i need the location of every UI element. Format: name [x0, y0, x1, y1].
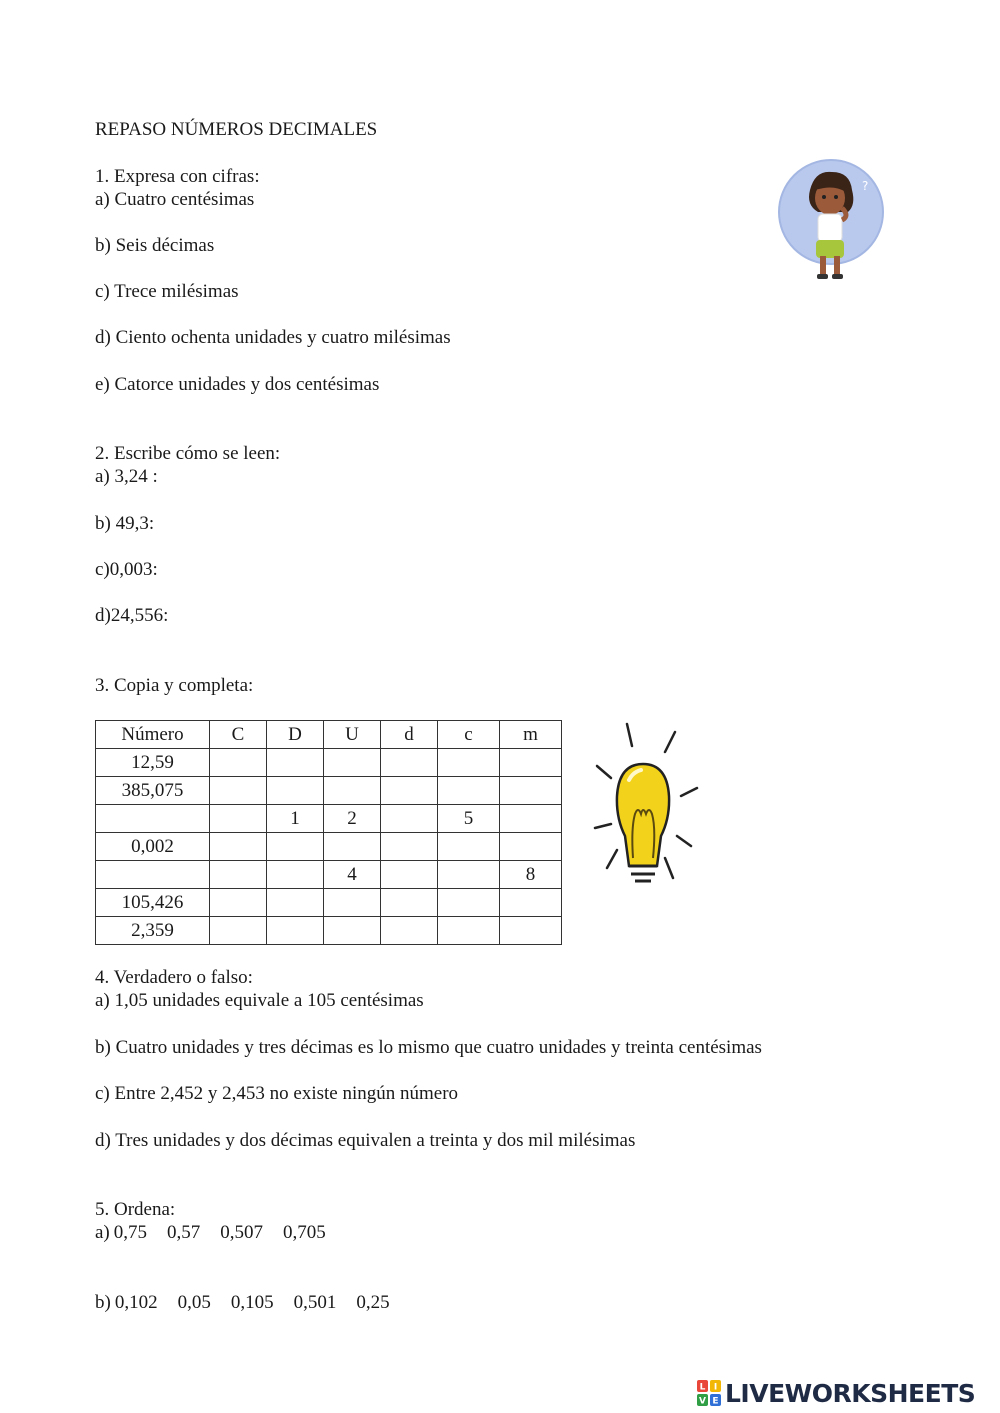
table-header: U — [324, 721, 381, 749]
question-1-heading: 1. Expresa con cifras: — [95, 166, 260, 187]
table-cell[interactable] — [381, 749, 438, 777]
table-cell[interactable] — [210, 805, 267, 833]
number-value: 0,102 — [114, 1292, 158, 1313]
number-value: 0,501 — [293, 1292, 337, 1313]
table-row — [96, 917, 562, 945]
question-2-item: b) 49,3: — [95, 513, 155, 534]
question-1-item: c) Trece milésimas — [95, 281, 239, 302]
liveworksheets-logo[interactable] — [697, 1378, 975, 1408]
table-cell[interactable] — [500, 749, 562, 777]
item-label: b) — [95, 1292, 111, 1313]
logo-mark-letter: V — [699, 1396, 706, 1406]
question-1-item: d) Ciento ochenta unidades y cuatro milésimas — [95, 327, 451, 348]
question-4-item: b) Cuatro unidades y tres décimas es lo mismo que cuatro unidades y treinta centésimas — [95, 1037, 762, 1058]
table-cell[interactable] — [500, 889, 562, 917]
table-cell[interactable] — [267, 917, 324, 945]
table-header: d — [381, 721, 438, 749]
table-cell[interactable] — [210, 889, 267, 917]
table-cell[interactable] — [438, 861, 500, 889]
question-2-item: c)0,003: — [95, 559, 158, 580]
logo-mark-icon — [697, 1380, 721, 1406]
table-row — [96, 777, 562, 805]
table-cell[interactable] — [381, 833, 438, 861]
question-5-item-b — [95, 1292, 410, 1314]
table-cell[interactable] — [324, 749, 381, 777]
table-cell: 12,59 — [96, 749, 210, 777]
place-value-table — [95, 720, 562, 945]
table-header-row — [96, 721, 562, 749]
table-cell[interactable] — [438, 833, 500, 861]
table-cell: 4 — [324, 861, 381, 889]
table-cell[interactable] — [96, 805, 210, 833]
table-cell: 2 — [324, 805, 381, 833]
number-value: 0,507 — [220, 1222, 264, 1243]
question-5-heading: 5. Ordena: — [95, 1199, 176, 1220]
thinking-child-image — [770, 150, 892, 285]
question-2-item: a) 3,24 : — [95, 466, 158, 487]
table-row — [96, 749, 562, 777]
question-5-item-a — [95, 1222, 346, 1244]
question-4-item: d) Tres unidades y dos décimas equivalen a treinta y dos mil milésimas — [95, 1130, 636, 1151]
table-row — [96, 833, 562, 861]
table-cell[interactable] — [210, 833, 267, 861]
table-cell[interactable] — [324, 917, 381, 945]
table-cell[interactable] — [210, 777, 267, 805]
table-cell[interactable] — [210, 861, 267, 889]
table-row — [96, 861, 562, 889]
question-1-item: e) Catorce unidades y dos centésimas — [95, 374, 380, 395]
number-value: 0,25 — [356, 1292, 390, 1313]
table-cell[interactable] — [381, 777, 438, 805]
logo-mark-letter: L — [699, 1382, 706, 1393]
table-header: C — [210, 721, 267, 749]
question-2-heading: 2. Escribe cómo se leen: — [95, 443, 281, 464]
table-cell[interactable] — [324, 833, 381, 861]
table-cell[interactable] — [500, 805, 562, 833]
table-cell[interactable] — [438, 749, 500, 777]
table-row — [96, 889, 562, 917]
number-value: 0,105 — [230, 1292, 274, 1313]
question-4-item: c) Entre 2,452 y 2,453 no existe ningún número — [95, 1083, 459, 1104]
table-cell[interactable] — [438, 917, 500, 945]
table-cell[interactable] — [267, 777, 324, 805]
worksheet-title: REPASO NÚMEROS DECIMALES — [95, 119, 378, 140]
table-cell[interactable] — [210, 917, 267, 945]
svg-text:?: ? — [862, 179, 869, 193]
table-cell[interactable] — [324, 889, 381, 917]
number-value: 0,05 — [177, 1292, 211, 1313]
logo-mark-letter: E — [712, 1396, 719, 1406]
table-cell[interactable] — [500, 833, 562, 861]
question-4-item: a) 1,05 unidades equivale a 105 centésimas — [95, 990, 424, 1011]
number-value: 0,57 — [167, 1222, 201, 1243]
question-2-item: d)24,556: — [95, 605, 169, 626]
table-cell[interactable] — [381, 861, 438, 889]
table-cell[interactable] — [500, 917, 562, 945]
number-value: 0,75 — [113, 1222, 148, 1243]
logo-mark-letter: I — [713, 1382, 718, 1393]
question-1-item: b) Seis décimas — [95, 235, 215, 256]
item-label: a) — [95, 1222, 110, 1243]
table-cell: 0,002 — [96, 833, 210, 861]
light-bulb-image — [585, 718, 703, 886]
table-cell[interactable] — [210, 749, 267, 777]
table-header: c — [438, 721, 500, 749]
table-header: m — [500, 721, 562, 749]
table-cell[interactable] — [438, 889, 500, 917]
table-cell[interactable] — [381, 917, 438, 945]
table-header: Número — [96, 721, 210, 749]
table-cell[interactable] — [324, 777, 381, 805]
table-cell[interactable] — [96, 861, 210, 889]
logo-text: LIVEWORKSHEETS — [725, 1378, 976, 1408]
question-1-item: a) Cuatro centésimas — [95, 189, 255, 210]
table-cell: 2,359 — [96, 917, 210, 945]
table-cell[interactable] — [267, 889, 324, 917]
table-cell: 5 — [438, 805, 500, 833]
table-cell[interactable] — [381, 889, 438, 917]
table-cell[interactable] — [267, 861, 324, 889]
table-cell[interactable] — [438, 777, 500, 805]
table-cell[interactable] — [500, 777, 562, 805]
question-4-heading: 4. Verdadero o falso: — [95, 967, 253, 988]
question-3-heading: 3. Copia y completa: — [95, 675, 254, 696]
table-cell[interactable] — [267, 749, 324, 777]
table-cell[interactable] — [267, 833, 324, 861]
table-header: D — [267, 721, 324, 749]
table-cell[interactable] — [381, 805, 438, 833]
table-cell: 385,075 — [96, 777, 210, 805]
table-row — [96, 805, 562, 833]
table-cell: 1 — [267, 805, 324, 833]
table-cell: 8 — [500, 861, 562, 889]
number-value: 0,705 — [283, 1222, 326, 1243]
table-cell: 105,426 — [96, 889, 210, 917]
